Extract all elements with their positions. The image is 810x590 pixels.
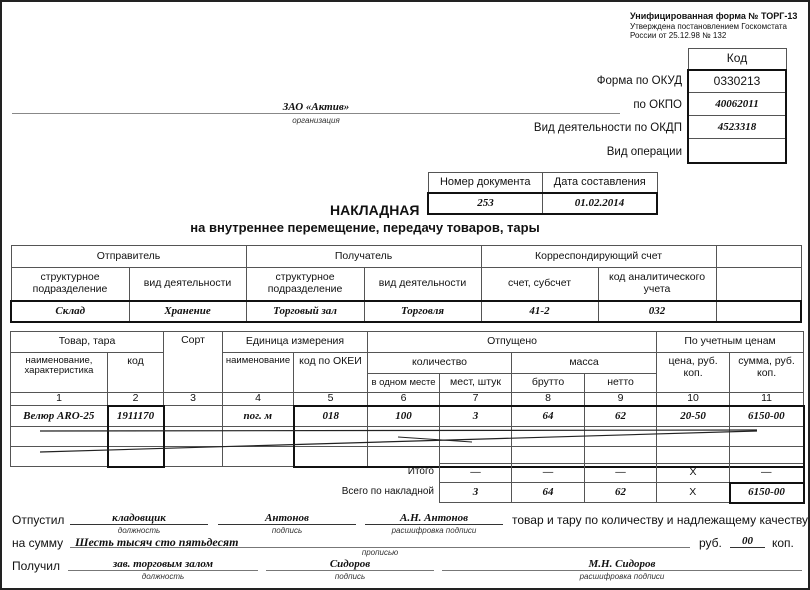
receiver-struct: Торговый зал xyxy=(246,301,364,322)
okpo-value: 40062011 xyxy=(688,93,786,116)
approval-text: Утверждена постановлением Госкомстата xyxy=(630,22,787,31)
item-code: 1911170 xyxy=(108,406,164,427)
sign-caption: подпись xyxy=(334,572,366,581)
item-name: Велюр ARO-25 xyxy=(11,406,108,427)
document-title: НАКЛАДНАЯ xyxy=(330,202,420,218)
doc-number-label: Номер документа xyxy=(428,173,543,193)
okdp-value: 4523318 xyxy=(688,116,786,139)
okpo-label: по ОКПО xyxy=(633,99,682,111)
net-header: нетто xyxy=(585,374,657,393)
operation-label: Вид операции xyxy=(606,146,682,158)
name-caption: расшифровка подписи xyxy=(391,526,477,535)
receiver-header: Получатель xyxy=(246,246,481,268)
col-num: 2 xyxy=(108,393,164,406)
unit-name-header: наименование xyxy=(223,353,294,393)
analytic-code: 032 xyxy=(598,301,716,322)
item-price: 20-50 xyxy=(657,406,730,427)
places-header: мест, штук xyxy=(440,374,512,393)
code-header: код xyxy=(108,353,164,393)
receiver-activity: Торговля xyxy=(364,301,481,322)
col-num: 9 xyxy=(585,393,657,406)
col-num: 7 xyxy=(440,393,512,406)
kop-label: коп. xyxy=(772,536,794,550)
item-net: 62 xyxy=(585,406,657,427)
released-label: Отпустил xyxy=(12,513,65,527)
item-gross: 64 xyxy=(512,406,585,427)
codes-title: Код xyxy=(688,49,786,70)
name-header: наименование, характеристика xyxy=(11,353,108,393)
received-label: Получил xyxy=(12,559,60,573)
quantity-header: количество xyxy=(368,353,512,374)
released-name[interactable]: А.Н. Антонов xyxy=(399,512,469,524)
released-position[interactable]: кладовщик xyxy=(112,512,166,524)
doc-date-label: Дата составления xyxy=(543,173,658,193)
doc-date: 01.02.2014 xyxy=(543,193,658,214)
received-position[interactable]: зав. торговым залом xyxy=(112,558,214,570)
released-tail: товар и тару по количеству и надлежащему качеству xyxy=(512,513,808,527)
sender-activity: Хранение xyxy=(129,301,246,322)
form-name: Унифицированная форма № ТОРГ-13 xyxy=(630,11,798,21)
released-header: Отпущено xyxy=(368,332,657,353)
subtotal-sum: — xyxy=(730,464,804,483)
kopecks-value[interactable]: 00 xyxy=(742,535,753,547)
position-caption: должность xyxy=(141,572,185,581)
sum-header: сумма, руб. коп. xyxy=(730,353,804,393)
col-num: 8 xyxy=(512,393,585,406)
sender-header: Отправитель xyxy=(11,246,246,268)
received-name[interactable]: М.Н. Сидоров xyxy=(588,558,656,570)
gross-header: брутто xyxy=(512,374,585,393)
okei-header: код по ОКЕИ xyxy=(294,353,368,393)
item-per-place: 100 xyxy=(368,406,440,427)
prices-header: По учетным ценам xyxy=(657,332,804,353)
receiver-struct-header: структурное подразделение xyxy=(246,268,364,301)
received-signature[interactable]: Сидоров xyxy=(329,558,371,570)
account-header: Корреспондирующий счет xyxy=(481,246,716,268)
col-num: 10 xyxy=(657,393,730,406)
organization-value: ЗАО «Актив» xyxy=(282,101,350,113)
item-unit: пог. м xyxy=(223,406,294,427)
total-places: 3 xyxy=(440,483,512,503)
grade-header: Сорт xyxy=(164,332,223,393)
okud-value: 0330213 xyxy=(688,70,786,93)
okdp-label: Вид деятельности по ОКДП xyxy=(533,122,682,134)
sender-activity-header: вид деятельности xyxy=(129,268,246,301)
col-num: 1 xyxy=(11,393,108,406)
receiver-activity-header: вид деятельности xyxy=(364,268,481,301)
subtotal-gross: — xyxy=(512,464,585,483)
col-num: 5 xyxy=(294,393,368,406)
totals-table xyxy=(439,463,805,504)
words-caption: прописью xyxy=(361,548,399,557)
subtotal-price: Х xyxy=(657,464,730,483)
position-caption: должность xyxy=(117,526,161,535)
total-row xyxy=(440,483,804,503)
col-num: 6 xyxy=(368,393,440,406)
released-signature[interactable]: Антонов xyxy=(265,512,309,524)
subtotal-places: — xyxy=(440,464,512,483)
name-caption: расшифровка подписи xyxy=(579,572,665,581)
mass-header: масса xyxy=(512,353,657,374)
total-price: Х xyxy=(657,483,730,503)
sign-caption: подпись xyxy=(271,526,303,535)
price-header: цена, руб. коп. xyxy=(657,353,730,393)
subtotal-row xyxy=(440,464,804,483)
sum-label: на сумму xyxy=(12,536,64,550)
item-okei: 018 xyxy=(294,406,368,427)
total-gross: 64 xyxy=(512,483,585,503)
sum-in-words[interactable]: Шесть тысяч сто пятьдесят xyxy=(75,535,239,549)
col-num: 4 xyxy=(223,393,294,406)
doc-number: 253 xyxy=(428,193,543,214)
item-sum: 6150-00 xyxy=(730,406,804,427)
col-num: 11 xyxy=(730,393,804,406)
rub-label: руб. xyxy=(699,536,722,550)
sender-struct-header: структурное подразделение xyxy=(11,268,129,301)
per-place-header: в одном месте xyxy=(368,374,440,393)
total-net: 62 xyxy=(585,483,657,503)
total-sum: 6150-00 xyxy=(730,483,804,503)
okud-label: Форма по ОКУД xyxy=(596,75,682,87)
subaccount-header: счет, субсчет xyxy=(481,268,598,301)
subtotal-label: Итого xyxy=(407,466,434,477)
subtotal-net: — xyxy=(585,464,657,483)
subaccount: 41-2 xyxy=(481,301,598,322)
organization-caption: организация xyxy=(292,116,340,125)
col-num: 3 xyxy=(164,393,223,406)
item-places: 3 xyxy=(440,406,512,427)
approval-text-2: России от 25.12.98 № 132 xyxy=(630,31,727,40)
total-label: Всего по накладной xyxy=(341,486,434,497)
unit-header: Единица измерения xyxy=(223,332,368,353)
sender-struct: Склад xyxy=(11,301,129,322)
analytic-header: код аналитического учета xyxy=(598,268,716,301)
document-subtitle: на внутреннее перемещение, передачу товаров, тары xyxy=(190,220,540,235)
goods-header: Товар, тара xyxy=(11,332,164,353)
